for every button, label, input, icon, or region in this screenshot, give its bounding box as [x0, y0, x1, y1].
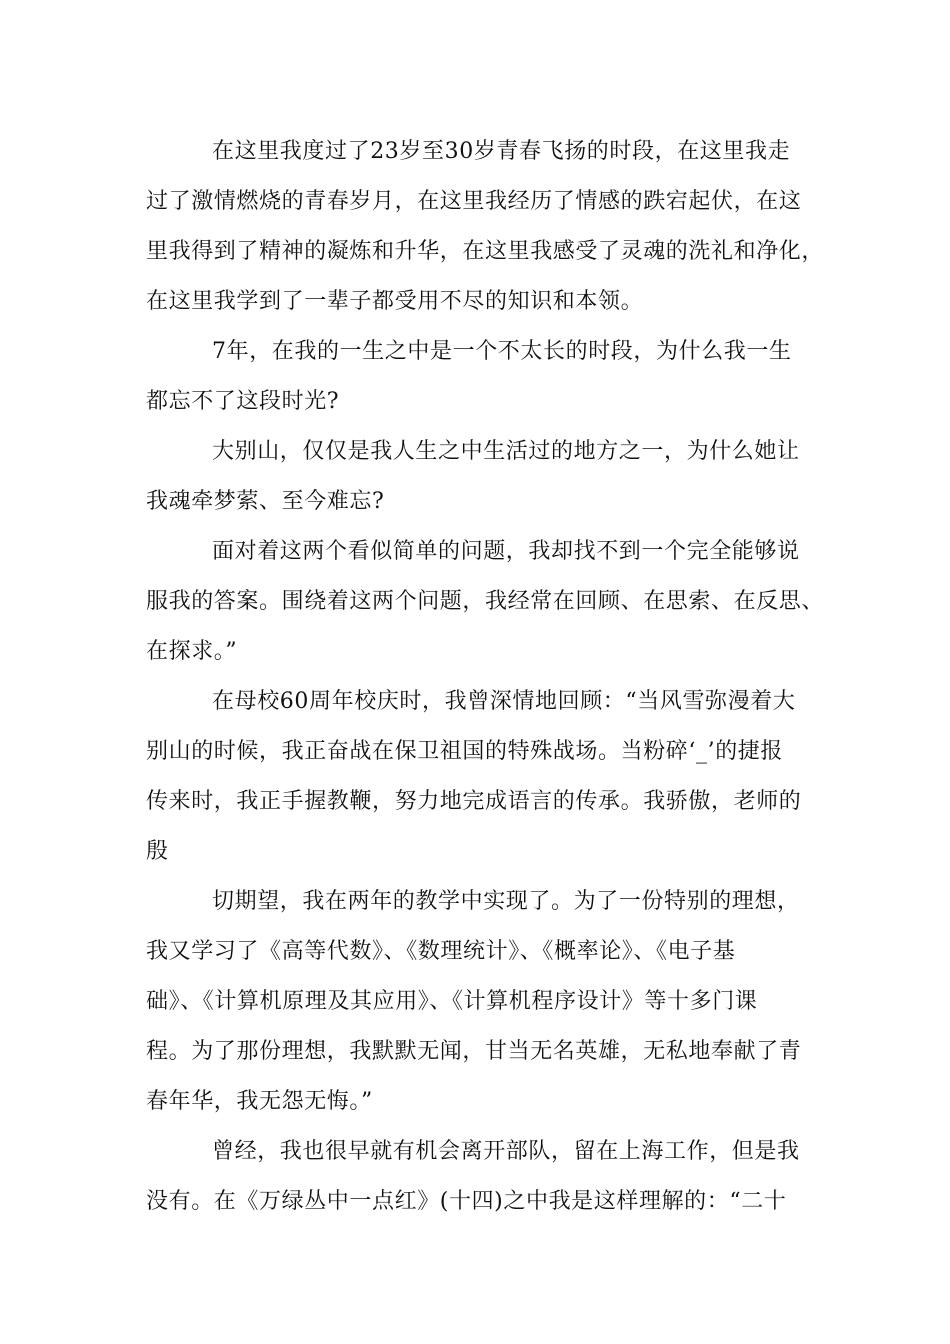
text-line: 我又学习了《高等代数》、《数理统计》、《概率论》、《电子基 — [146, 939, 736, 964]
text-line: 程。为了那份理想，我默默无闻，甘当无名英雄，无私地奉献了青 — [146, 1039, 802, 1064]
text-line: 切期望，我在两年的教学中实现了。为了一份特别的理想， — [212, 889, 800, 914]
text-line: 过了激情燃烧的青春岁月，在这里我经历了情感的跌宕起伏，在这 — [146, 189, 802, 214]
paragraph-7 — [146, 1127, 806, 1227]
paragraph-2 — [146, 327, 806, 427]
paragraph-6 — [146, 877, 806, 1127]
text-line: 大别山，仅仅是我人生之中生活过的地方之一，为什么她让 — [212, 439, 800, 464]
text-line: 春年华，我无怨无悔。” — [146, 1089, 373, 1114]
text-line: 没有。在《万绿丛中一点红》(十四)之中我是这样理解的：“二十 — [146, 1189, 787, 1214]
paragraph-3 — [146, 427, 806, 527]
document-body — [146, 127, 825, 1227]
text-line: 础》、《计算机原理及其应用》、《计算机程序设计》等十多门课 — [146, 989, 758, 1014]
paragraph-5 — [146, 677, 806, 877]
paragraph-4 — [146, 527, 825, 677]
text-line: 在探求。” — [146, 639, 238, 664]
text-line: 面对着这两个看似简单的问题，我却找不到一个完全能够说 — [212, 539, 800, 564]
text-line: 在这里我学到了一辈子都受用不尽的知识和本领。 — [146, 289, 644, 314]
text-line: 曾经，我也很早就有机会离开部队，留在上海工作，但是我 — [212, 1139, 800, 1164]
text-line: 里我得到了精神的凝炼和升华，在这里我感受了灵魂的洗礼和净化， — [146, 239, 825, 264]
text-line: 殷 — [146, 839, 169, 864]
text-line: 7年，在我的一生之中是一个不太长的时段，为什么我一生 — [212, 339, 792, 364]
text-line: 别山的时候，我正奋战在保卫祖国的特殊战场。当粉碎‘_’的捷报 — [146, 739, 783, 764]
text-line: 在这里我度过了23岁至30岁青春飞扬的时段，在这里我走 — [212, 139, 791, 164]
text-line: 服我的答案。围绕着这两个问题，我经常在回顾、在思索、在反思、 — [146, 589, 825, 614]
text-line: 传来时，我正手握教鞭，努力地完成语言的传承。我骄傲，老师的 — [146, 789, 802, 814]
paragraph-1 — [146, 127, 825, 327]
text-line: 都忘不了这段时光? — [146, 389, 340, 414]
text-line: 在母校60周年校庆时，我曾深情地回顾：“当风雪弥漫着大 — [212, 689, 796, 714]
text-line: 我魂牵梦萦、至今难忘? — [146, 489, 385, 514]
